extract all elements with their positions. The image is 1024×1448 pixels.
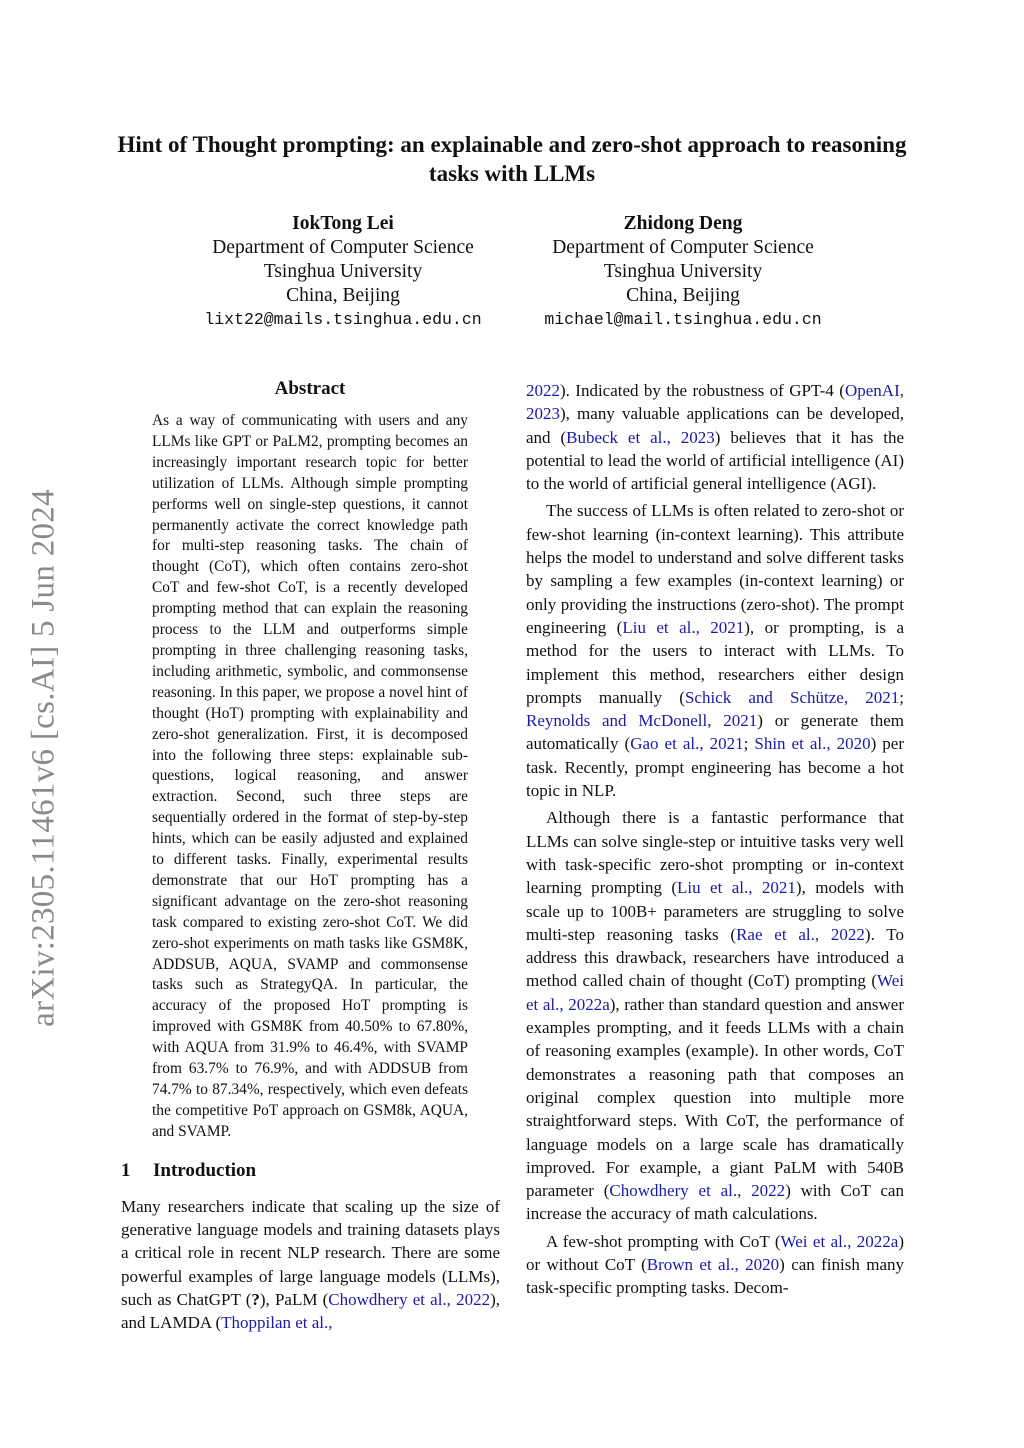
author-block-2 [530, 212, 836, 332]
intro-paragraph [526, 1230, 904, 1300]
section-number: 1 [121, 1160, 131, 1181]
intro-paragraph [526, 806, 904, 1225]
text-run: ). Indicated by the robustness of GPT-4 ( [560, 381, 845, 400]
citation-link[interactable]: Thoppilan et al., [221, 1313, 333, 1333]
text-run: ), or prompting, is a method for the users to interact with LLMs. To implement this method, researchers either design prompts manually ( [526, 617, 904, 707]
intro-paragraph [526, 499, 904, 802]
author-email: michael@mail.tsinghua.edu.cn [544, 310, 822, 329]
citation-link[interactable]: Rae et al., 2022 [736, 924, 865, 944]
text-run: ), and LAMDA ( [121, 1289, 501, 1333]
author-location: China, Beijing [286, 285, 400, 306]
author-location: China, Beijing [626, 285, 740, 306]
citation-link[interactable]: Brown et al., 2020 [646, 1254, 780, 1274]
author-name: IokTong Lei [292, 213, 394, 234]
right-column [526, 379, 904, 1300]
text-run: ) or generate them automatically ( [526, 711, 904, 754]
citation-link[interactable]: Reynolds and McDonell, 2021 [526, 711, 758, 731]
text-run: A few-shot prompting with CoT ( [546, 1231, 781, 1251]
citation-link[interactable]: Wei et al., 2022a [526, 971, 904, 1014]
author-name: Zhidong Deng [623, 213, 743, 234]
text-run: Although there is a fantastic performance that LLMs can solve single-step or intuitive tasks very well with task-specific zero-shot prompting or in-context learning prompting ( [526, 808, 904, 898]
citation-link[interactable]: Bubeck et al., 2023 [566, 427, 715, 447]
text-run: ) believes that it has the potential to lead the world of artificial intelligence (AI) to the world of artificial general intelligence (AGI). [526, 427, 904, 494]
paper-title: Hint of Thought prompting: an explainable and zero-shot approach to reasoning tasks with LLMs [117, 132, 907, 186]
citation-link[interactable]: Chowdhery et al., 2022 [328, 1289, 491, 1309]
text-run: ) can finish many task-specific prompting tasks. Decom- [526, 1254, 904, 1298]
author-university: Tsinghua University [603, 261, 763, 282]
citation-link[interactable]: 2022 [526, 381, 560, 400]
text-run: ; [743, 734, 755, 754]
missing-citation-marker: ? [251, 1289, 260, 1309]
citation-link[interactable]: OpenAI, 2023 [526, 381, 904, 424]
text-run: The success of LLMs is often related to zero-shot or few-shot learning (in-context learning). This attribute helps the model to understand and solve different tasks by sampling a few examples (in-context learning) or only providing the instructions (zero-shot). The prompt engineering ( [526, 501, 904, 637]
text-run: ) or without CoT ( [526, 1231, 905, 1274]
section-title: Introduction [153, 1160, 257, 1181]
text-run: ), rather than standard question and answer examples prompting, and it feeds LLMs with a chain of reasoning examples (example). In other words, CoT demonstrates a reasoning path that composes an original complex question into multiple more straightforward steps. With CoT, the performance of language models on a large scale has dramatically improved. For example, a giant PaLM with 540B parameter ( [526, 994, 904, 1201]
author-block-1 [190, 212, 496, 332]
text-run: ), models with scale up to 100B+ parameters are struggling to solve multi-step reasoning tasks ( [526, 878, 904, 944]
section-heading [121, 1160, 256, 1182]
author-department: Department of Computer Science [552, 237, 814, 258]
text-run: ) per task. Recently, prompt engineering has become a hot topic in NLP. [526, 734, 905, 801]
author-university: Tsinghua University [263, 261, 423, 282]
text-run: ) with CoT can increase the accuracy of math calculations. [526, 1181, 904, 1224]
citation-link[interactable]: Chowdhery et al., 2022 [609, 1181, 786, 1201]
citation-link[interactable]: Liu et al., 2021 [622, 617, 745, 637]
text-run: Many researchers indicate that scaling up the size of generative language models and training datasets plays a critical role in recent NLP research. There are some powerful examples of large language models (LLMs), such as ChatGPT ( [121, 1197, 500, 1309]
citation-link[interactable]: Wei et al., 2022a [780, 1231, 899, 1251]
text-run: ; [899, 687, 904, 707]
intro-paragraph-left [121, 1195, 500, 1334]
abstract-heading: Abstract [274, 378, 346, 399]
citation-link[interactable]: Shin et al., 2020 [754, 734, 871, 754]
abstract-text: As a way of communicating with users and any LLMs like GPT or PaLM2, prompting becomes an increasingly important research topic for better utilization of LLMs. Although simple prompting performs well on single-step questions, it cannot permanently activate the correct knowledge path for multi-step reasoning tasks. The chain of thought (CoT), which often contains zero-shot CoT and few-shot CoT, is a recently developed prompting method that can explain the reasoning process to the LLM and outperforms simple prompting in three challenging reasoning tasks, including arithmetic, symbolic, and commonsense reasoning. In this paper, we propose a novel hint of thought (HoT) prompting with explainability and zero-shot generalization. First, it is decomposed into the following three steps: explainable sub-questions, logical reasoning, and answer extraction. Second, such three steps are sequentially ordered in the format of step-by-step hints, which can be easily adjusted and explained to different tasks. Finally, experimental results demonstrate that our HoT prompting has a significant advantage on the zero-shot reasoning task compared to existing zero-shot CoT. We did zero-shot experiments on math tasks like GSM8K, ADDSUB, AQUA, SVAMP and commonsense tasks such as StrategyQA. In particular, the accuracy of the proposed HoT prompting is improved with GSM8K from 40.50% to 67.80%, with AQUA from 31.9% to 46.4%, with SVAMP from 63.7% to 76.9%, and with ADDSUB from 74.7% to 87.34%, respectively, which even defeats the competitive PoT approach on GSM8k, AQUA, and SVAMP. [152, 412, 468, 1140]
text-run: ), PaLM ( [259, 1289, 329, 1309]
author-email: lixt22@mails.tsinghua.edu.cn [204, 310, 482, 329]
citation-link[interactable]: Gao et al., 2021 [630, 734, 744, 754]
text-run: ). To address this drawback, researchers have introduced a method called chain of thought (CoT) prompting ( [526, 924, 904, 991]
citation-link[interactable]: Schick and Schütze, 2021 [684, 687, 900, 707]
arxiv-identifier: arXiv:2305.11461v6 [cs.AI] 5 Jun 2024 [25, 489, 62, 1027]
citation-link[interactable]: Liu et al., 2021 [677, 878, 796, 898]
intro-paragraph [526, 379, 904, 495]
text-run: ), many valuable applications can be developed, and ( [526, 404, 904, 447]
author-department: Department of Computer Science [212, 237, 474, 258]
